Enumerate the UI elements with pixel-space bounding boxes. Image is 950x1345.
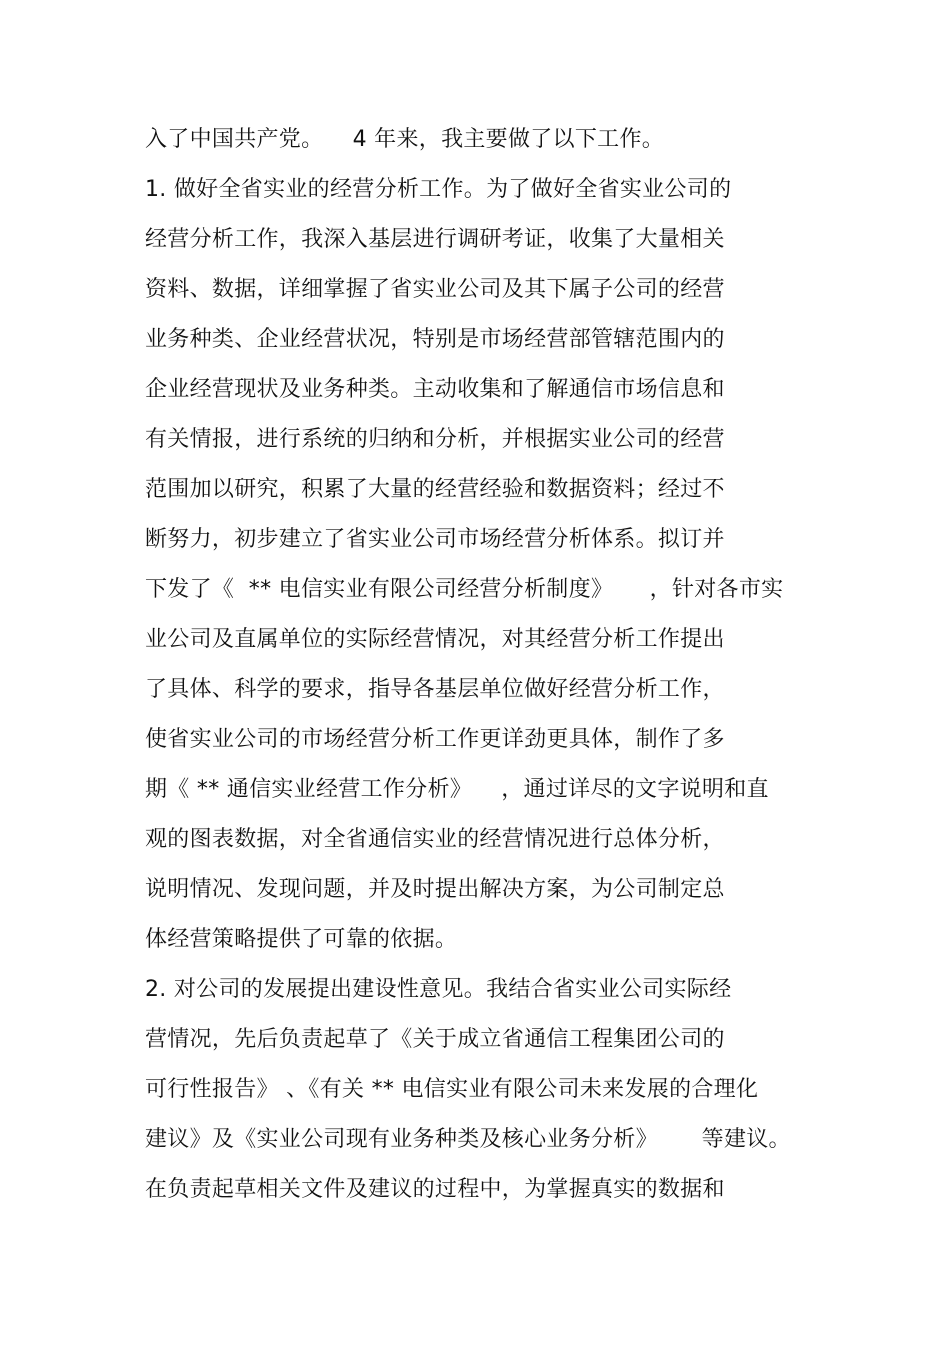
text-line: 在负责起草相关文件及建议的过程中，为掌握真实的数据和 (145, 1177, 725, 1202)
text-line: 可行性报告》 、《有关 ** 电信实业有限公司未来发展的合理化 (145, 1077, 759, 1102)
text-line: 1. 做好全省实业的经营分析工作。为了做好全省实业公司的 (145, 177, 732, 202)
text-line: 入了中国共产党。 4 年来，我主要做了以下工作。 (145, 127, 665, 152)
text-line: 观的图表数据，对全省通信实业的经营情况进行总体分析， (145, 827, 725, 852)
text-line: 了具体、科学的要求，指导各基层单位做好经营分析工作， (145, 677, 725, 702)
text-line: 经营分析工作，我深入基层进行调研考证，收集了大量相关 (145, 227, 725, 252)
text-line: 业公司及直属单位的实际经营情况，对其经营分析工作提出 (145, 627, 725, 652)
text-line: 范围加以研究，积累了大量的经营经验和数据资料；经过不 (145, 477, 725, 502)
text-line: 营情况，先后负责起草了《关于成立省通信工程集团公司的 (145, 1027, 725, 1052)
text-line: 说明情况、发现问题，并及时提出解决方案，为公司制定总 (145, 877, 725, 902)
text-line: 期《 ** 通信实业经营工作分析》 ，通过详尽的文字说明和直 (145, 777, 769, 802)
text-line: 下发了《 ** 电信实业有限公司经营分析制度》 ，针对各市实 (145, 577, 784, 602)
text-line: 断努力，初步建立了省实业公司市场经营分析体系。拟订并 (145, 527, 725, 552)
text-line: 2. 对公司的发展提出建设性意见。我结合省实业公司实际经 (145, 977, 732, 1002)
document-body (145, 115, 845, 1215)
text-line: 有关情报，进行系统的归纳和分析，并根据实业公司的经营 (145, 427, 725, 452)
text-line: 使省实业公司的市场经营分析工作更详劲更具体，制作了多 (145, 727, 725, 752)
text-line: 建议》及《实业公司现有业务种类及核心业务分析》 等建议。 (145, 1127, 791, 1152)
text-line: 资料、数据，详细掌握了省实业公司及其下属子公司的经营 (145, 277, 725, 302)
text-line: 业务种类、企业经营状况，特别是市场经营部管辖范围内的 (145, 327, 725, 352)
text-line: 企业经营现状及业务种类。主动收集和了解通信市场信息和 (145, 377, 725, 402)
text-line: 体经营策略提供了可靠的依据。 (145, 927, 458, 952)
